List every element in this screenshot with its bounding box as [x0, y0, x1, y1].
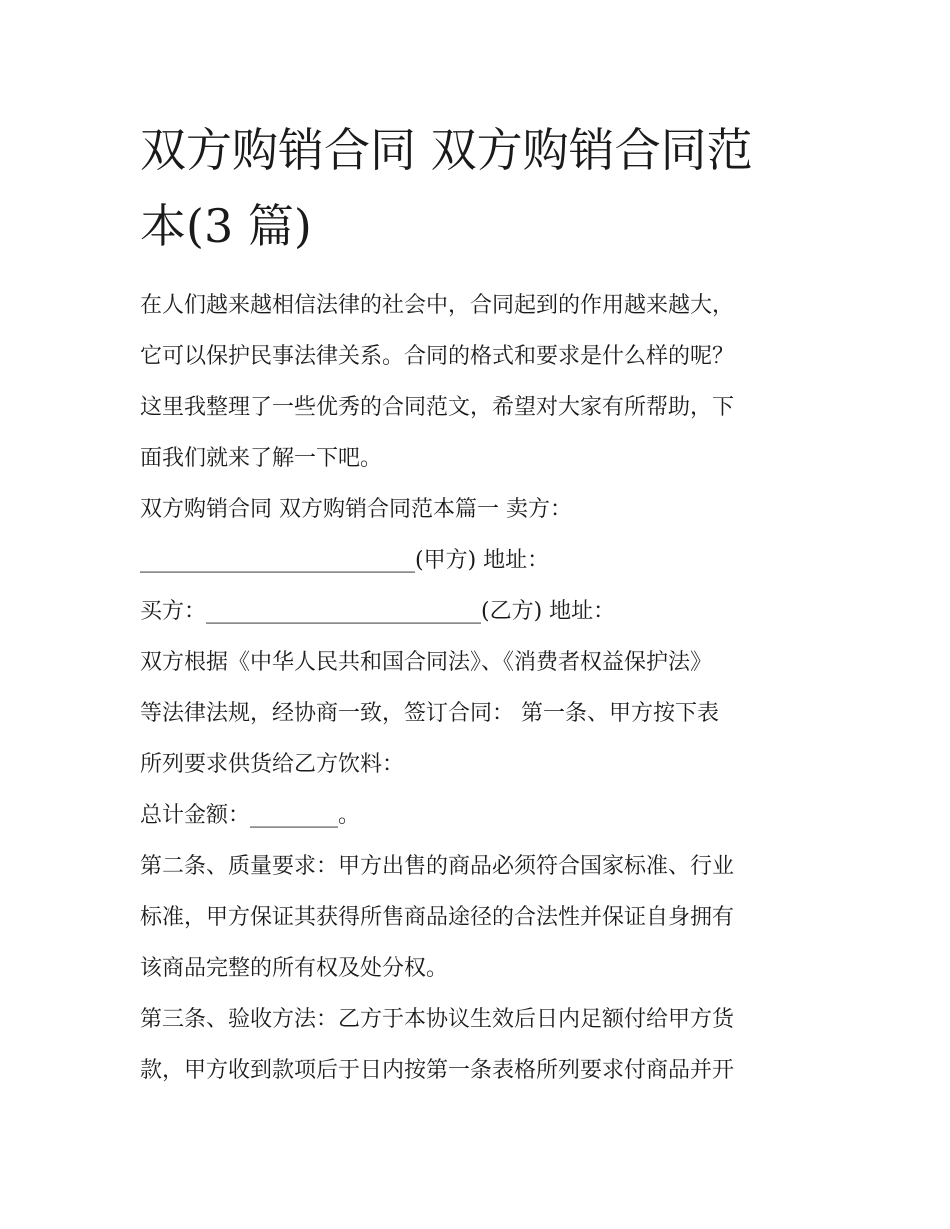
text-line: 第二条、质量要求：甲方出售的商品必须符合国家标准、行业: [140, 854, 735, 879]
text-line: 买方：_________________________(乙方) 地址：: [140, 599, 616, 624]
agreement-paragraph: [140, 637, 830, 790]
text-line: 第三条、验收方法：乙方于本协议生效后日内足额付给甲方货: [140, 1007, 735, 1032]
total-amount-line: [140, 790, 830, 841]
intro-paragraph: [140, 280, 830, 484]
text-line: 等法律法规，经协商一致，签订合同： 第一条、甲方按下表: [140, 701, 719, 726]
text-line: 它可以保护民事法律关系。合同的格式和要求是什么样的呢？: [140, 344, 735, 369]
text-line: 总计金额：________。: [140, 803, 361, 828]
buyer-line: [140, 586, 830, 637]
text-line: 面我们就来了解一下吧。: [140, 446, 383, 471]
section-heading-paragraph: [140, 484, 830, 535]
article-two-paragraph: [140, 841, 830, 994]
title-line: 本(3 篇): [140, 199, 312, 253]
text-line: 双方购销合同 双方购销合同范本篇一 卖方：: [140, 497, 572, 522]
text-line: 双方根据《中华人民共和国合同法》、《消费者权益保护法》: [140, 650, 713, 675]
seller-line: [140, 535, 830, 586]
title-line: 双方购销合同 双方购销合同范: [140, 123, 753, 177]
document-body: [140, 280, 830, 1096]
text-line: _________________________(甲方) 地址：: [140, 548, 550, 573]
text-line: 款，甲方收到款项后于日内按第一条表格所列要求付商品并开: [140, 1058, 735, 1083]
text-line: 这里我整理了一些优秀的合同范文，希望对大家有所帮助，下: [140, 395, 735, 420]
text-line: 标准，甲方保证其获得所售商品途径的合法性并保证自身拥有: [140, 905, 735, 930]
article-three-paragraph: [140, 994, 830, 1096]
text-line: 在人们越来越相信法律的社会中，合同起到的作用越来越大，: [140, 293, 735, 318]
document-title: [140, 112, 820, 264]
text-line: 该商品完整的所有权及处分权。: [140, 956, 449, 981]
text-line: 所列要求供货给乙方饮料：: [140, 752, 405, 777]
